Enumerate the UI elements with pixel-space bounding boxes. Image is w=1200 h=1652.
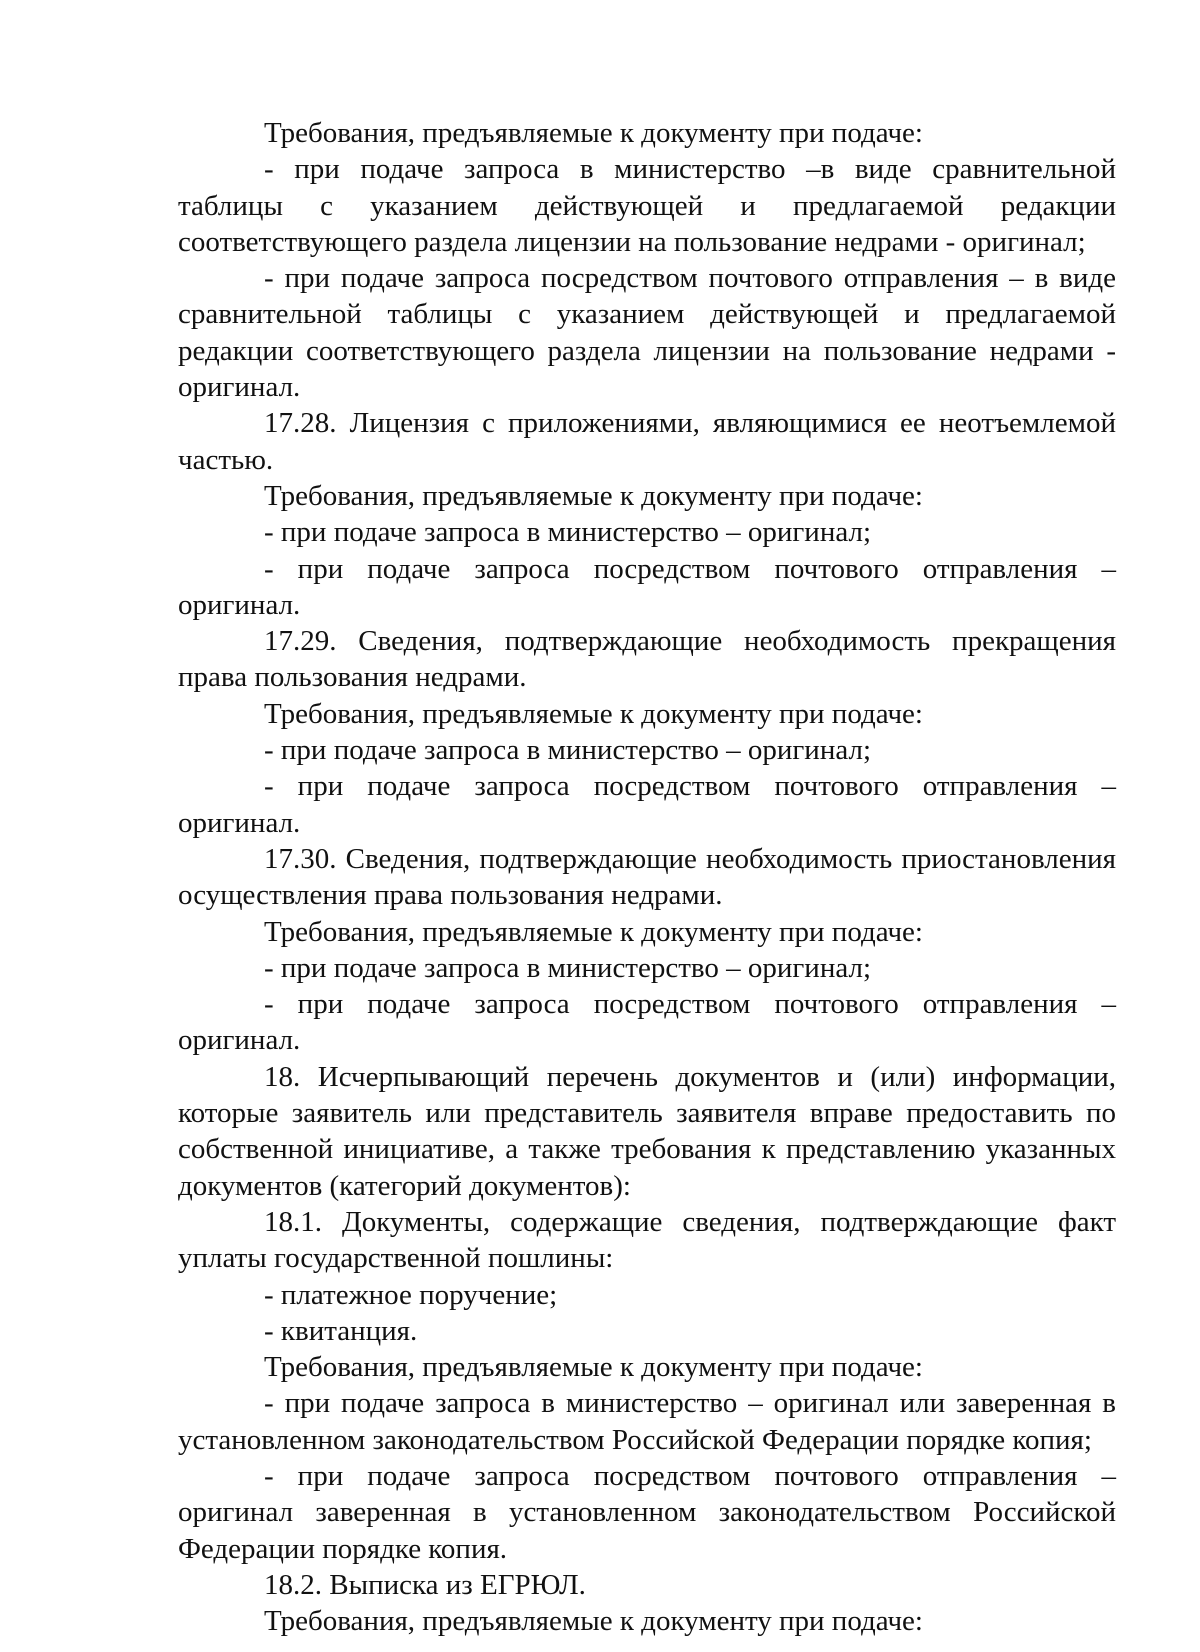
paragraph: 17.30. Сведения, подтверждающие необходимость приостановления осуществления права пользования недрами. — [178, 842, 1116, 912]
paragraph: - платежное поручение; — [264, 1278, 558, 1311]
paragraph: Требования, предъявляемые к документу при подаче: — [264, 117, 923, 149]
paragraph: Требования, предъявляемые к документу при подаче: — [264, 1605, 923, 1638]
paragraph: - при подаче запроса посредством почтового отправления – оригинал. — [178, 988, 1116, 1057]
paragraph: 17.28. Лицензия с приложениями, являющимися ее неотъемлемой частью. — [178, 407, 1116, 476]
paragraph: Требования, предъявляемые к документу при подаче: — [264, 1351, 923, 1384]
paragraph: - при подаче запроса в министерство – оригинал; — [264, 734, 872, 767]
paragraph: - при подаче запроса посредством почтового отправления – в виде сравнительной таблицы с указанием действующей и предлагаемой редакции соответствующего раздела лицензии на пользование недрами - оригинал. — [178, 262, 1116, 404]
paragraph: 18.2. Выписка из ЕГРЮЛ. — [264, 1568, 586, 1601]
paragraph: - при подаче запроса посредством почтового отправления – оригинал заверенная в установленном законодательством Российской Федерации порядке копия. — [178, 1459, 1116, 1565]
paragraph: - при подаче запроса в министерство – оригинал; — [264, 516, 872, 549]
paragraph: 18. Исчерпывающий перечень документов и (или) информации, которые заявитель или представитель заявителя вправе предоставить по собственной инициативе, а также требования к представлению указанных документов (категорий документов): — [178, 1060, 1116, 1202]
paragraph: Требования, предъявляемые к документу при подаче: — [264, 697, 923, 730]
paragraph: - при подаче запроса в министерство – оригинал; — [264, 951, 872, 984]
paragraph: - при подаче запроса посредством почтового отправления – оригинал. — [178, 552, 1116, 621]
paragraph: - при подаче запроса в министерство –в виде сравнительной таблицы с указанием действующей и предлагаемой редакции соответствующего раздела лицензии на пользование недрами - оригинал; — [178, 153, 1116, 258]
paragraph: Требования, предъявляемые к документу при подаче: — [264, 915, 923, 948]
paragraph: 18.1. Документы, содержащие сведения, подтверждающие факт уплаты государственной пошлины: — [178, 1205, 1116, 1275]
paragraph: - при подаче запроса в министерство – оригинал или заверенная в установленном законодательством Российской Федерации порядке копия; — [178, 1387, 1116, 1456]
paragraph: - при подаче запроса посредством почтового отправления – оригинал. — [178, 770, 1116, 839]
document-body — [178, 115, 1116, 1639]
paragraph: - квитанция. — [264, 1314, 418, 1347]
paragraph: Требования, предъявляемые к документу при подаче: — [264, 479, 923, 512]
paragraph: 17.29. Сведения, подтверждающие необходимость прекращения права пользования недрами. — [178, 625, 1116, 694]
